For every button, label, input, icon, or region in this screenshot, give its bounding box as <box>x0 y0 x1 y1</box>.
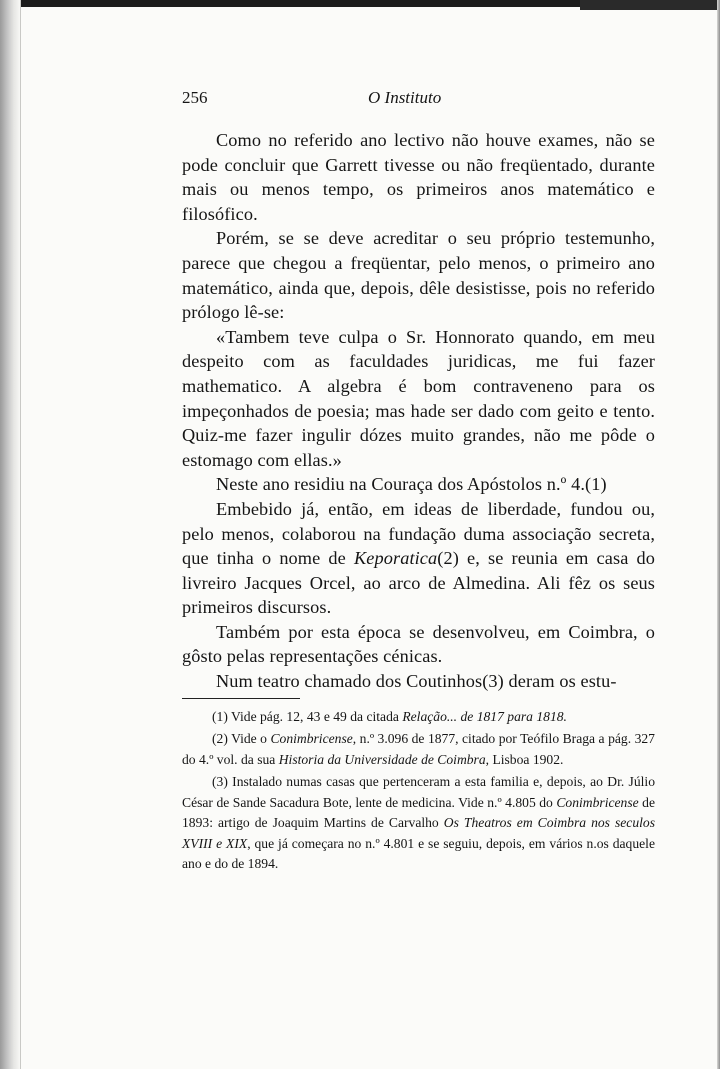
footnote-text: (1) Vide pág. 12, 43 e 49 da citada <box>212 708 403 724</box>
society-name: Keporatica <box>354 548 438 569</box>
cited-journal: Conimbricense <box>556 794 639 810</box>
footnote-text: , que já começara no n.º 4.801 e se seguiu, depois, em vários n.os daquele ano e do de 1894. <box>182 835 655 872</box>
footnote-text: de 1893: artigo de Joaquim Martins de Carvalho <box>182 794 656 831</box>
footnote-ref: (2) <box>437 548 459 569</box>
footnote-text: (3) Instalado numas casas que pertenceram a esta familia e, depois, ao Dr. Júlio César de Sande Sacadura Bote, lente de medicina. Vide n.º 4.805 do <box>182 774 655 810</box>
cited-journal: Conimbricense <box>270 731 353 747</box>
paragraph-text: e, se reunia em casa do livreiro Jacques Orcel, ao arco de Almedina. Ali fêz os seus primeiros discursos. <box>182 548 655 618</box>
scan-top-border-shadow <box>580 0 720 10</box>
page-number: 256 <box>182 88 208 107</box>
footnote-1 <box>182 707 655 728</box>
paragraph: Também por esta época se desenvolveu, em Coimbra, o gôsto pelas representações cénicas. <box>182 621 655 667</box>
footnote-ref: (3) <box>482 671 504 692</box>
paragraph <box>182 497 655 620</box>
footnote-2 <box>182 729 655 770</box>
quotation-paragraph: «Tambem teve culpa o Sr. Honnorato quando, em meu despeito com as faculdades juridicas, me fui fazer mathematico. A algebra é bom contraveneno para os impeçonhados de poesia; mas hade ser dado com geito e tento. Quiz-me fazer ingulir dózes muito grandes, não me pôde o estomago com ellas.» <box>182 326 655 470</box>
page-content <box>182 88 655 877</box>
paragraph: Como no referido ano lectivo não houve exames, não se pode concluir que Garrett tivesse ou não freqüentado, durante mais ou menos tempo, os primeiros anos matemático e filosófico. <box>182 130 655 224</box>
paragraph-text: Embebido já, então, em ideas de liberdade, fundou ou, pelo menos, colaborou na fundação duma associação secreta, que tinha o nome de <box>182 498 655 569</box>
running-head <box>182 88 655 114</box>
paragraph-text: deram os estu- <box>503 671 617 692</box>
footnote-text: , Lisboa 1902. <box>485 751 564 767</box>
paragraph-text: Num teatro chamado dos Coutinhos <box>216 671 483 692</box>
cited-title: Relação... de 1817 para 1818. <box>402 708 567 724</box>
cited-title: Historia da Universidade de Coimbra <box>278 751 486 767</box>
footnote-rule <box>182 698 300 699</box>
page-edge-line <box>20 0 21 1069</box>
footnote-text: (2) Vide o <box>212 731 271 747</box>
paragraph: Porém, se se deve acreditar o seu próprio testemunho, parece que chegou a freqüentar, pelo menos, o primeiro ano matemático, ainda que, depois, dêle desistisse, pois no referido prólogo lê-se: <box>182 228 655 323</box>
footnotes <box>182 707 655 875</box>
paragraph <box>182 669 655 694</box>
footnote-ref: (1) <box>585 474 607 495</box>
journal-title: O Instituto <box>368 88 442 107</box>
cited-title: Os Theatros em Coimbra nos seculos XVIII e XIX <box>182 815 656 851</box>
book-gutter-shadow <box>0 0 20 1069</box>
footnote-text: , n.º 3.096 de 1877, citado por Teófilo Braga a pág. 327 do 4.º vol. da sua <box>182 731 655 767</box>
body-text <box>182 128 655 694</box>
paragraph-text: Neste ano residiu na Couraça dos Apóstolos n.º 4. <box>216 474 586 495</box>
paragraph <box>182 472 655 497</box>
footnote-3 <box>182 772 655 875</box>
